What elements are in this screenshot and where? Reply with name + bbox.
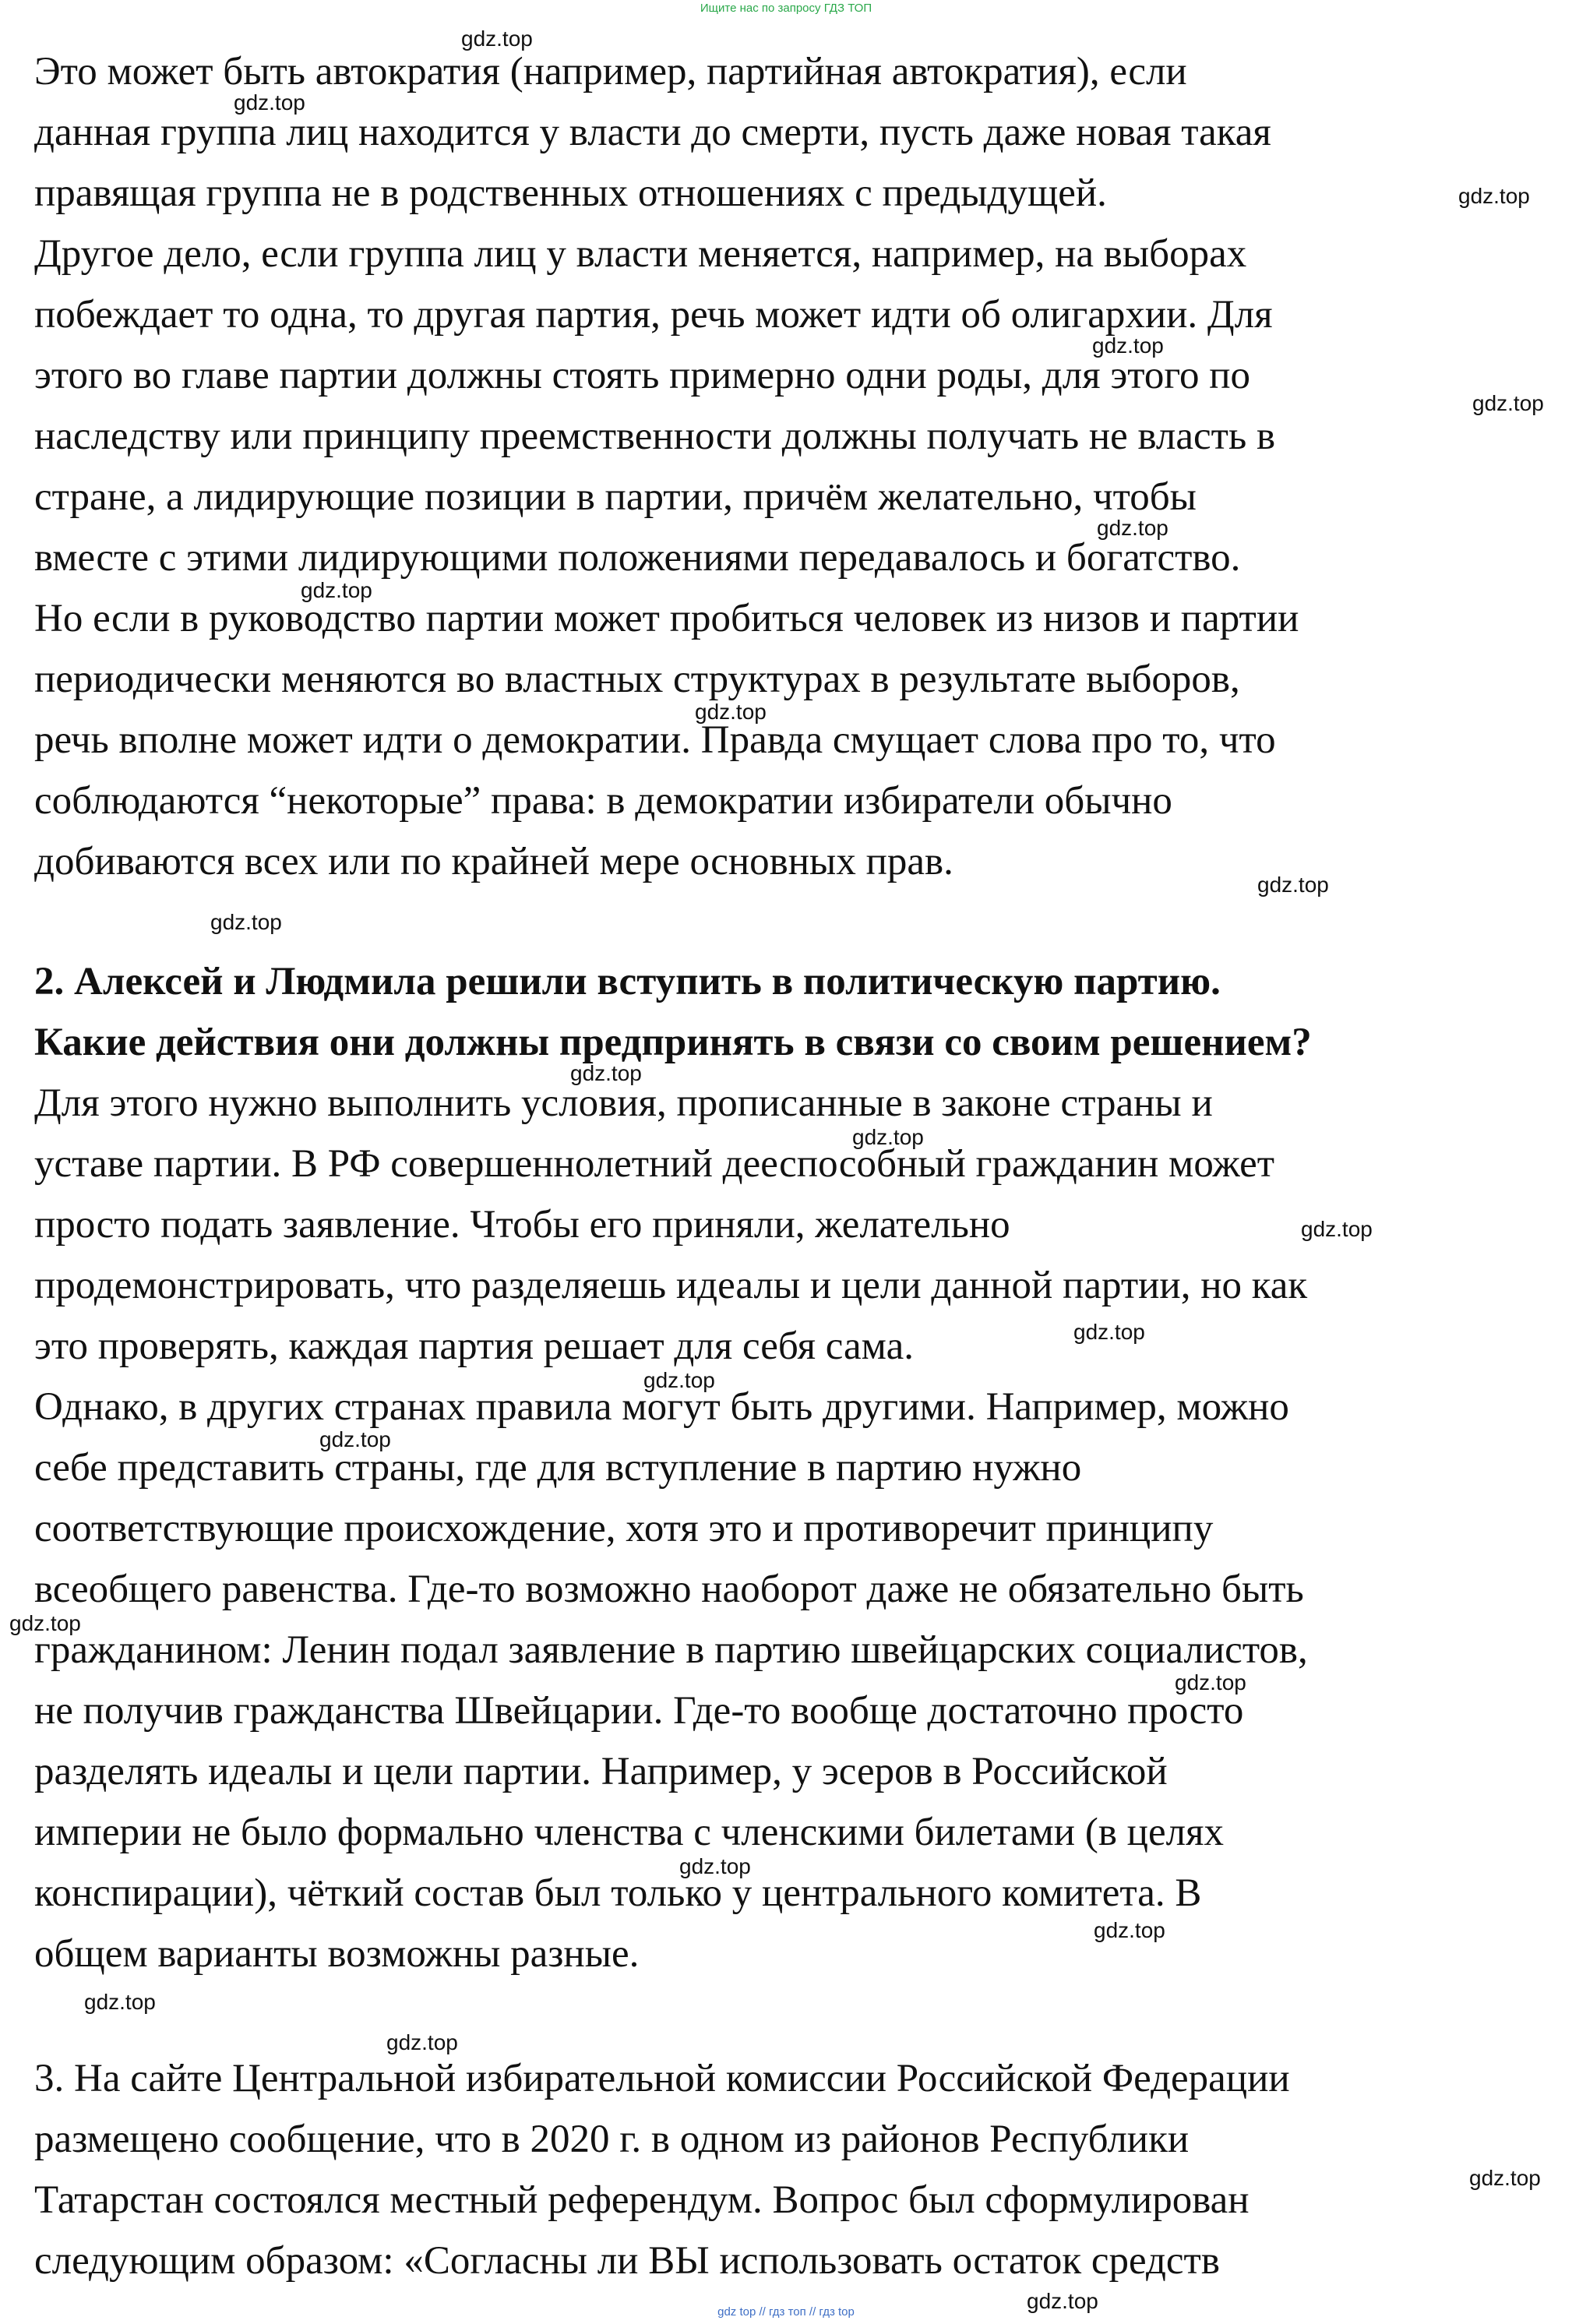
- text-line: себе представить страны, где для вступление в партию нужно: [34, 1446, 1082, 1490]
- text-line: побеждает то одна, то другая партия, речь может идти об олигархии. Для: [34, 293, 1273, 337]
- text-line: гражданином: Ленин подал заявление в партию швейцарских социалистов,: [34, 1628, 1308, 1672]
- text-line: общем варианты возможны разные.: [34, 1932, 640, 1976]
- text-line: уставе партии. В РФ совершеннолетний дееспособный гражданин может: [34, 1142, 1275, 1186]
- watermark: gdz.top: [1175, 1670, 1246, 1695]
- watermark: gdz.top: [301, 578, 372, 602]
- watermark: gdz.top: [570, 1061, 642, 1085]
- question-text: Татарстан состоялся местный референдум. Вопрос был сформулирован: [34, 2178, 1249, 2222]
- watermark: gdz.top: [1097, 516, 1168, 540]
- text-line: конспирации), чёткий состав был только у центрального комитета. В: [34, 1871, 1202, 1915]
- watermark: gdz.top: [1094, 1918, 1165, 1942]
- watermark: gdz.top: [1092, 333, 1164, 358]
- watermark: gdz.top: [1027, 2289, 1098, 2313]
- question-heading: 2. Алексей и Людмила решили вступить в политическую партию.: [34, 960, 1221, 1003]
- text-line: добиваются всех или по крайней мере основных прав.: [34, 840, 953, 883]
- watermark: gdz.top: [1301, 1217, 1373, 1241]
- watermark: gdz.top: [679, 1854, 751, 1878]
- text-line: стране, а лидирующие позиции в партии, причём желательно, чтобы: [34, 475, 1197, 519]
- watermark: gdz.top: [1257, 873, 1329, 897]
- watermark: gdz.top: [1073, 1320, 1145, 1344]
- watermark: gdz.top: [84, 1990, 156, 2014]
- watermark: gdz.top: [1458, 184, 1530, 208]
- watermark: gdz.top: [210, 910, 282, 934]
- watermark: gdz.top: [695, 700, 767, 724]
- text-line: всеобщего равенства. Где-то возможно наоборот даже не обязательно быть: [34, 1568, 1304, 1611]
- question-text: 3. На сайте Центральной избирательной комиссии Российской Федерации: [34, 2057, 1290, 2100]
- text-line: Другое дело, если группа лиц у власти меняется, например, на выборах: [34, 232, 1247, 276]
- watermark: gdz.top: [9, 1611, 81, 1635]
- text-line: империи не было формально членства с членскими билетами (в целях: [34, 1811, 1224, 1854]
- text-line: Однако, в других странах правила могут быть другими. Например, можно: [34, 1385, 1289, 1429]
- text-line: соблюдаются “некоторые” права: в демократии избиратели обычно: [34, 779, 1172, 823]
- text-line: речь вполне может идти о демократии. Правда смущает слова про то, что: [34, 718, 1276, 762]
- watermark: gdz.top: [461, 26, 533, 51]
- text-line: Это может быть автократия (например, партийная автократия), если: [34, 50, 1187, 93]
- text-line: соответствующие происхождение, хотя это и противоречит принципу: [34, 1507, 1214, 1550]
- text-line: продемонстрировать, что разделяешь идеалы и цели данной партии, но как: [34, 1264, 1308, 1307]
- text-line: этого во главе партии должны стоять примерно одни роды, для этого по: [34, 354, 1251, 397]
- text-line: данная группа лиц находится у власти до смерти, пусть даже новая такая: [34, 111, 1271, 154]
- text-line: периодически меняются во властных структурах в результате выборов,: [34, 658, 1240, 701]
- text-line: разделять идеалы и цели партии. Например, у эсеров в Российской: [34, 1750, 1168, 1793]
- watermark: gdz.top: [386, 2030, 458, 2054]
- watermark: gdz.top: [643, 1368, 715, 1392]
- text-line: Но если в руководство партии может пробиться человек из низов и партии: [34, 597, 1299, 640]
- site-header-banner: Ищите нас по запросу ГДЗ ТОП: [700, 2, 872, 15]
- text-line: просто подать заявление. Чтобы его приняли, желательно: [34, 1203, 1010, 1247]
- watermark: gdz.top: [1472, 391, 1544, 415]
- text-line: это проверять, каждая партия решает для себя сама.: [34, 1324, 914, 1368]
- watermark: gdz.top: [852, 1125, 924, 1149]
- text-line: правящая группа не в родственных отношениях с предыдущей.: [34, 171, 1107, 215]
- text-line: не получив гражданства Швейцарии. Где-то вообще достаточно просто: [34, 1689, 1244, 1733]
- watermark: gdz.top: [1469, 2166, 1541, 2190]
- text-line: вместе с этими лидирующими положениями передавалось и богатство.: [34, 536, 1241, 580]
- text-line: наследству или принципу преемственности должны получать не власть в: [34, 414, 1276, 458]
- question-heading: Какие действия они должны предпринять в связи со своим решением?: [34, 1021, 1312, 1064]
- watermark: gdz.top: [234, 90, 305, 115]
- site-footer-banner: gdz top // гдз топ // гдз top: [717, 2305, 855, 2319]
- text-line: Для этого нужно выполнить условия, прописанные в законе страны и: [34, 1081, 1213, 1125]
- watermark: gdz.top: [319, 1427, 391, 1451]
- question-text: следующим образом: «Согласны ли ВЫ использовать остаток средств: [34, 2239, 1220, 2283]
- question-text: размещено сообщение, что в 2020 г. в одном из районов Республики: [34, 2118, 1190, 2161]
